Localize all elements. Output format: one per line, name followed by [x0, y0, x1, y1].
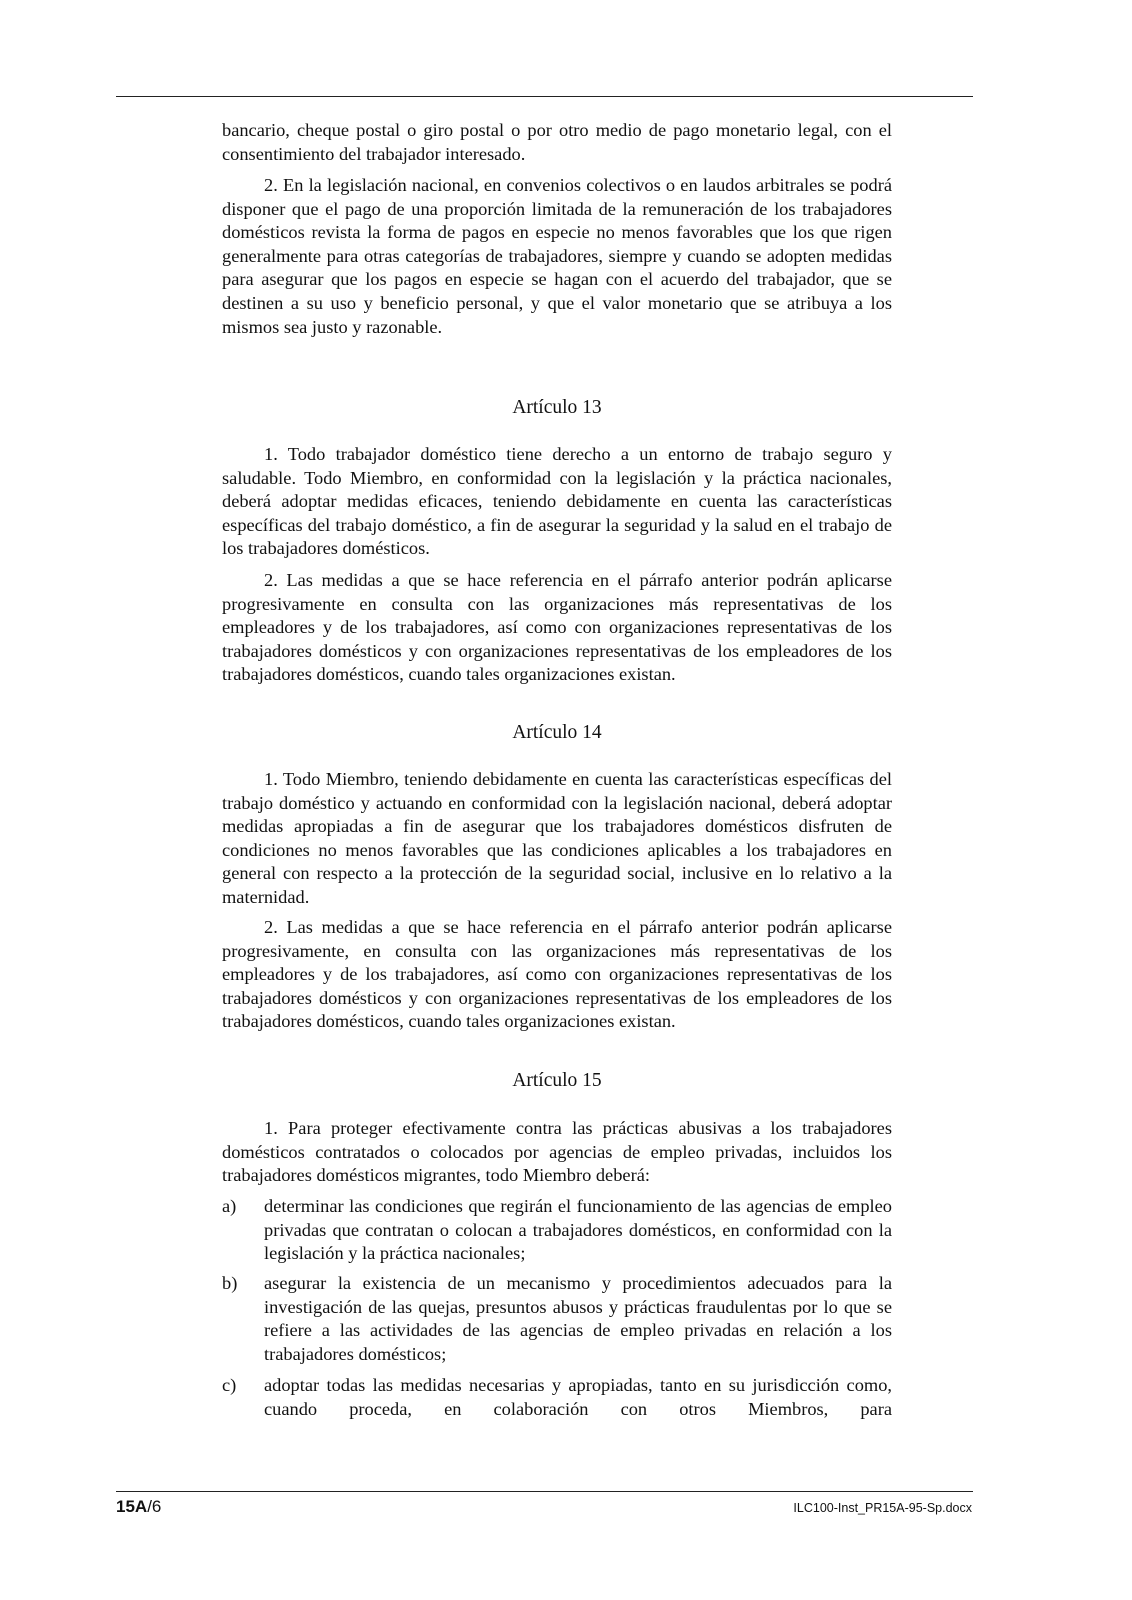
list-item — [222, 1374, 892, 1421]
paragraph-continuation: bancario, cheque postal o giro postal o por otro medio de pago monetario legal, con el consentimiento del trabajador interesado. — [222, 120, 892, 164]
paragraph-13-2: 2. Las medidas a que se hace referencia en el párrafo anterior podrán aplicarse progresivamente en consulta con las organizaciones más representativas de los empleadores y de los trabajadores, así como con organizaciones representativas de los trabajadores domésticos y con organizaciones representativas de los empleadores de los trabajadores domésticos, cuando tales organizaciones existan. — [222, 570, 892, 685]
list-item-text: determinar las condiciones que regirán el funcionamiento de las agencias de empleo privadas que contratan o colocan a trabajadores domésticos, en conformidad con la legislación y la práctica nacionales; — [264, 1196, 892, 1264]
list-item — [222, 1195, 892, 1266]
paragraph-14-2: 2. Las medidas a que se hace referencia en el párrafo anterior podrán aplicarse progresivamente, en consulta con las organizaciones más representativas de los empleadores y de los trabajadores, así como con organizaciones representativas de los trabajadores domésticos y con organizaciones representativas de los empleadores de los trabajadores domésticos, cuando tales organizaciones existan. — [222, 917, 892, 1032]
heading-article-13: Artículo 13 — [512, 397, 602, 418]
page-number — [116, 1497, 161, 1517]
page-number-rest: /6 — [147, 1497, 162, 1516]
list-item-label: b) — [222, 1273, 238, 1293]
list-item-text: asegurar la existencia de un mecanismo y procedimientos adecuados para la investigación de las quejas, presuntos abusos y prácticas fraudulentas por lo que se refiere a las actividades de las agencias de empleo privadas en relación a los trabajadores domésticos; — [264, 1273, 892, 1364]
heading-article-15: Artículo 15 — [512, 1070, 602, 1091]
list-item — [222, 1272, 892, 1366]
list-item-text: adoptar todas las medidas necesarias y apropiadas, tanto en su jurisdicción como, cuando proceda, en colaboración con otros Miembros, para — [264, 1375, 892, 1419]
paragraph-14-1: 1. Todo Miembro, teniendo debidamente en cuenta las características específicas del trabajo doméstico y actuando en conformidad con la legislación nacional, deberá adoptar medidas apropiadas a fin de asegurar que los trabajadores domésticos disfruten de condiciones no menos favorables que las condiciones aplicables a los trabajadores en general con respecto a la protección de la seguridad social, inclusive en lo relativo a la maternidad. — [222, 769, 892, 907]
heading-article-14: Artículo 14 — [512, 722, 602, 743]
paragraph-13-1: 1. Todo trabajador doméstico tiene derecho a un entorno de trabajo seguro y saludable. Todo Miembro, en conformidad con la legislación y la práctica nacionales, deberá adoptar medidas eficaces, teniendo debidamente en cuenta las características específicas del trabajo doméstico, a fin de asegurar la seguridad y la salud en el trabajo de los trabajadores domésticos. — [222, 444, 892, 559]
header-rule — [116, 96, 973, 97]
footer-rule — [116, 1491, 973, 1492]
paragraph-12-2: 2. En la legislación nacional, en convenios colectivos o en laudos arbitrales se podrá disponer que el pago de una proporción limitada de la remuneración de los trabajadores domésticos revista la forma de pagos en especie no menos favorables que los que rigen generalmente para otras categorías de trabajadores, siempre y cuando se adopten medidas para asegurar que los pagos en especie se hagan con el acuerdo del trabajador, que se destinen a su uso y beneficio personal, y que el valor monetario que se atribuya a los mismos sea justo y razonable. — [222, 175, 892, 337]
list-item-label: a) — [222, 1196, 237, 1216]
paragraph-15-1: 1. Para proteger efectivamente contra las prácticas abusivas a los trabajadores domésticos contratados o colocados por agencias de empleo privadas, incluidos los trabajadores domésticos migrantes, todo Miembro deberá: — [222, 1118, 892, 1186]
page-number-bold: 15A — [116, 1497, 148, 1516]
document-filename: ILC100-Inst_PR15A-95-Sp.docx — [793, 1501, 972, 1515]
list-item-label: c) — [222, 1375, 237, 1395]
